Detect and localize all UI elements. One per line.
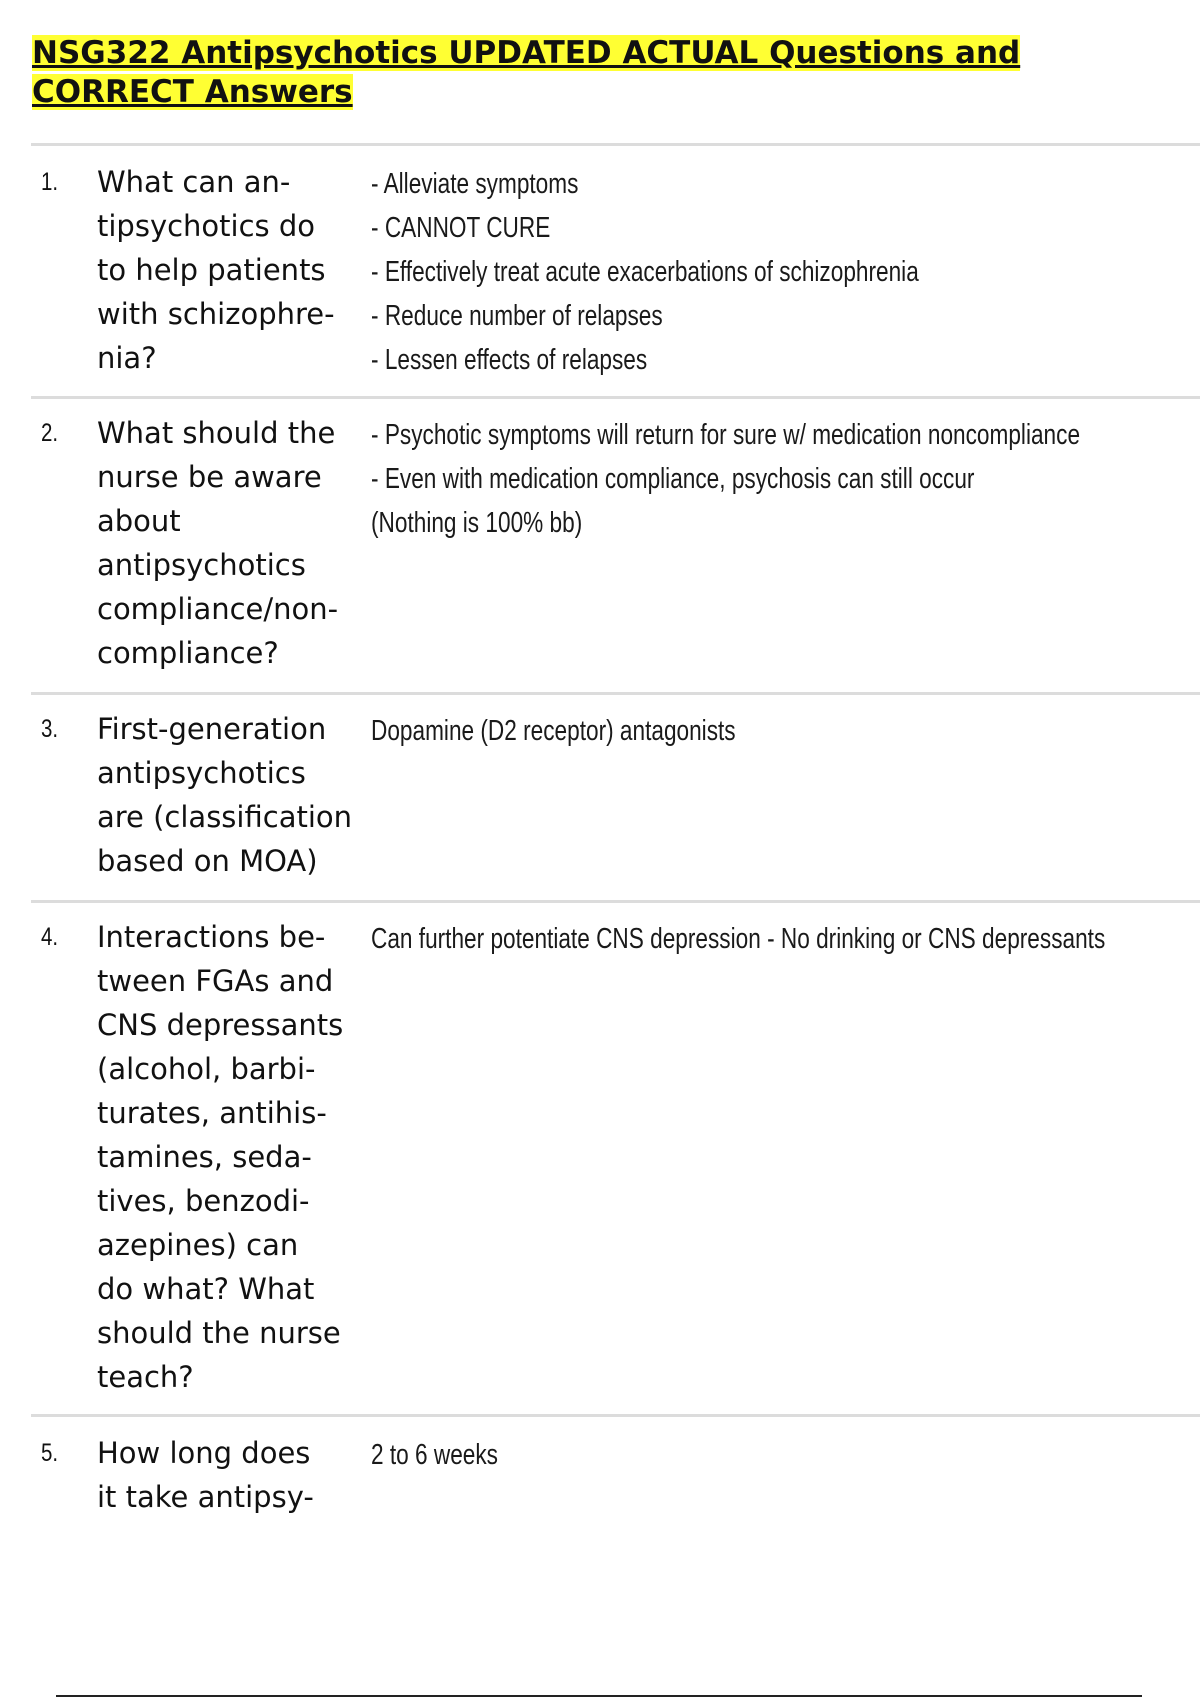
question-text: Interactions be- tween FGAs and CNS depressants (alcohol, barbi- turates, antihis- tamines, seda- tives, benzodi- azepines) can do what? What should the nurse teach? (97, 920, 344, 1394)
document-title-text: NSG322 Antipsychotics UPDATED ACTUAL Questions and CORRECT Answers (32, 35, 1021, 110)
footer-divider (56, 1695, 1142, 1697)
qa-item (31, 396, 1200, 692)
question-number: 5. (41, 1439, 59, 1467)
answer-text: Can further potentiate CNS depression - No drinking or CNS depressants (371, 923, 1106, 955)
question-text: First-generation antipsychotics are (classification based on MOA) (97, 712, 353, 878)
answer-text: - Alleviate symptoms - CANNOT CURE - Effectively treat acute exacerbations of schizophrenia - Reduce number of relapses - Lessen effects of relapses (371, 168, 919, 376)
question-text: What can an- tipsychotics do to help patients with schizophre- nia? (97, 165, 335, 375)
qa-item (31, 692, 1200, 900)
answer-text: - Psychotic symptoms will return for sure w/ medication noncompliance - Even with medication compliance, psychosis can still occur (Nothing is 100% bb) (371, 419, 1081, 539)
qa-item (31, 900, 1200, 1414)
question-number: 4. (41, 923, 59, 951)
qa-item (31, 1414, 1200, 1574)
question-text: How long does it take antipsy- (97, 1436, 314, 1514)
question-text: What should the nurse be aware about antipsychotics compliance/non- compliance? (97, 416, 339, 670)
question-number: 1. (41, 168, 59, 196)
question-number: 3. (41, 715, 59, 743)
question-number: 2. (41, 419, 59, 447)
qa-list (31, 143, 1200, 1574)
answer-text: Dopamine (D2 receptor) antagonists (371, 715, 736, 747)
answer-text: 2 to 6 weeks (371, 1439, 499, 1471)
document-title (32, 34, 1182, 112)
qa-item (31, 143, 1200, 396)
